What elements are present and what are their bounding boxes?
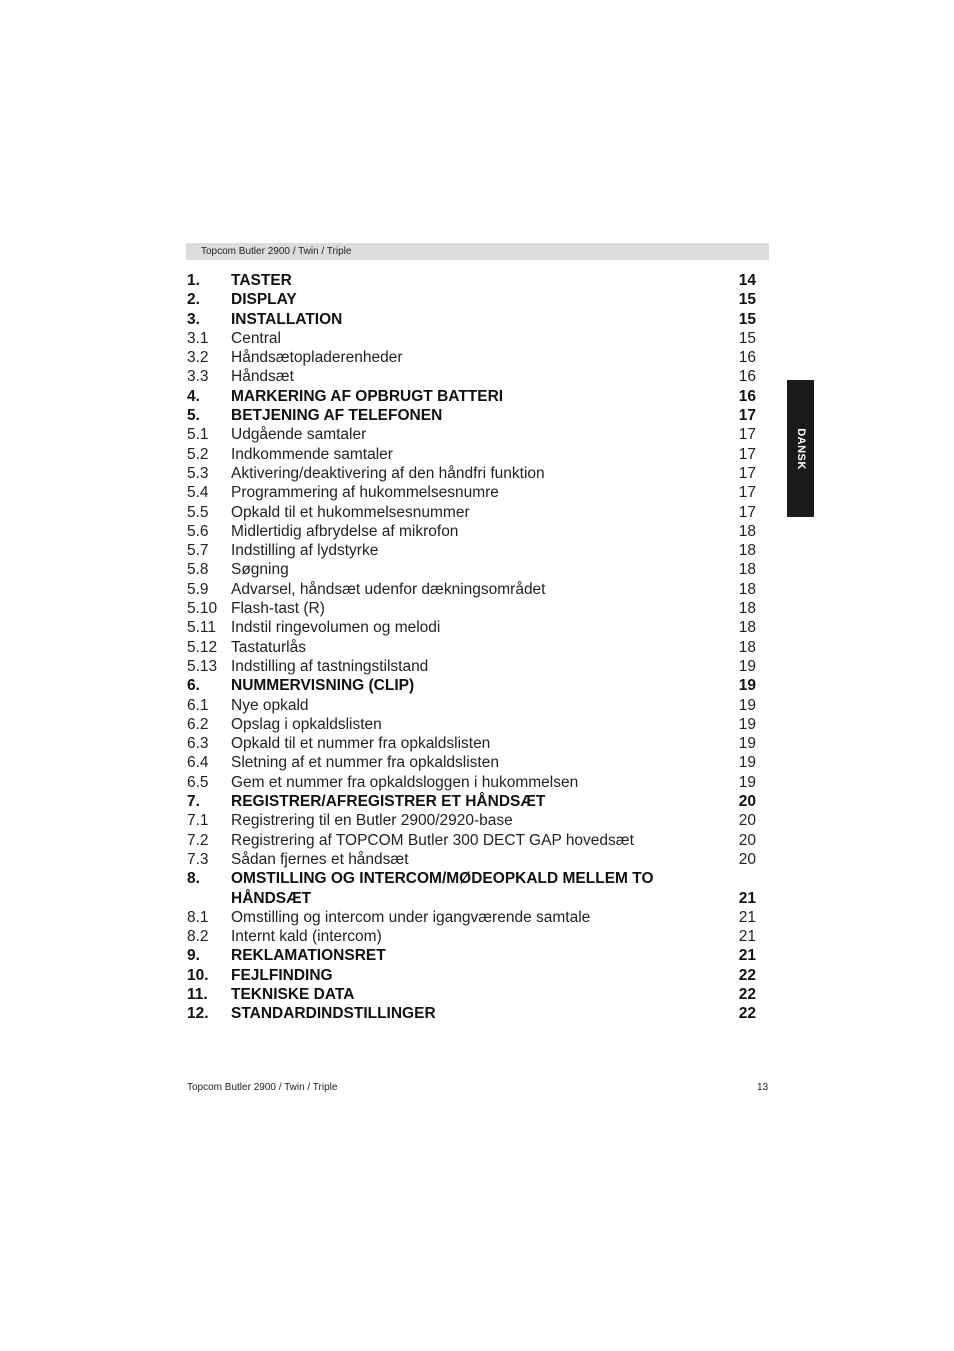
toc-entry [187,348,757,367]
toc-entry-page: 18 [738,542,756,560]
toc-entry [187,985,757,1004]
toc-entry [187,406,757,425]
toc-entry [187,290,757,309]
toc-entry-title: REGISTRER/AFREGISTRER ET HÅNDSÆT [231,793,546,811]
toc-entry-num: 3.3 [187,368,209,386]
toc-entry-page: 15 [738,291,756,309]
toc-entry [187,753,757,772]
toc-entry-page: 20 [738,793,756,811]
toc-entry [187,503,757,522]
toc-entry-title: Omstilling og intercom under igangværende samtale [231,908,591,926]
toc-entry-title: Internt kald (intercom) [231,928,382,946]
toc-entry [187,445,757,464]
toc-entry-num: 5.8 [187,561,209,579]
toc-entry-num: 5.12 [187,638,218,656]
toc-entry-page: 18 [738,619,756,637]
toc-entry-title: Indstilling af tastningstilstand [231,657,429,675]
toc-entry-page: 18 [738,561,756,579]
toc-entry-page: 19 [738,677,756,695]
toc-entry [187,657,757,676]
running-header-text: Topcom Butler 2900 / Twin / Triple [201,246,352,257]
toc-entry [187,792,757,811]
toc-entry [187,483,757,502]
toc-entry-title: Advarsel, håndsæt udenfor dækningsområdet [231,580,546,598]
language-tab [787,380,814,517]
toc-entry-num: 5.5 [187,503,209,521]
toc-entry-title: Søgning [231,561,289,579]
toc-entry [187,773,757,792]
toc-entry-title: Tastaturlås [231,638,306,656]
toc-entry-title: Sletning af et nummer fra opkaldslisten [231,754,499,772]
toc-entry-title: TASTER [231,272,292,289]
toc-entry-page: 19 [738,657,756,675]
toc-entry-page: 16 [738,349,756,367]
toc-entry-page: 17 [738,464,756,482]
toc-entry-num: 5.13 [187,657,218,675]
toc-entry-page: 21 [738,947,756,965]
toc-entry-title: Indstilling af lydstyrke [231,542,379,560]
toc-entry-page: 20 [738,831,756,849]
toc-entry [187,869,757,888]
toc-entry-page: 18 [738,600,756,618]
toc-entry-title: NUMMERVISNING (CLIP) [231,677,415,695]
toc-entry-page: 22 [738,985,756,1003]
toc-entry-page: 14 [738,272,756,289]
toc-entry-num: 1. [187,272,200,289]
toc-entry [187,927,757,946]
toc-entry-title: Central [231,329,281,347]
toc-entry-page: 19 [738,735,756,753]
toc-entry-num: 7.1 [187,812,209,830]
table-of-contents [187,271,757,1024]
toc-entry-title: TEKNISKE DATA [231,985,355,1003]
footer-title: Topcom Butler 2900 / Twin / Triple [187,1082,338,1093]
toc-entry-title: Udgående samtaler [231,426,367,444]
toc-entry [187,618,757,637]
toc-entry [187,946,757,965]
toc-entry [187,367,757,386]
toc-entry-title: Opkald til et hukommelsesnummer [231,503,470,521]
toc-entry [187,831,757,850]
toc-entry-page: 19 [738,754,756,772]
toc-entry [187,811,757,830]
toc-entry [187,889,757,908]
language-tab-label: DANSK [794,427,807,470]
toc-entry-num: 3.2 [187,349,209,367]
toc-entry [187,329,757,348]
toc-entry [187,580,757,599]
toc-entry-num: 6.3 [187,735,209,753]
toc-entry-title: Programmering af hukommelsesnumre [231,484,499,502]
toc-entry [187,715,757,734]
toc-entry-page: 18 [738,638,756,656]
toc-entry-num: 6.4 [187,754,209,772]
toc-entry-page: 17 [738,407,756,425]
toc-entry-page: 15 [738,329,756,347]
toc-entry [187,310,757,329]
toc-entry-title: Gem et nummer fra opkaldsloggen i hukommelsen [231,773,579,791]
toc-entry-page: 19 [738,696,756,714]
toc-entry-page: 19 [738,715,756,733]
toc-entry-num: 7.3 [187,850,209,868]
toc-entry-page: 21 [738,889,756,907]
toc-entry-page: 15 [738,310,756,328]
toc-entry-title: Sådan fjernes et håndsæt [231,850,409,868]
toc-entry-title: HÅNDSÆT [231,889,312,907]
toc-entry [187,850,757,869]
toc-entry-title: Aktivering/deaktivering af den håndfri funktion [231,464,545,482]
toc-entry-num: 5.2 [187,445,209,463]
toc-entry-title: Indkommende samtaler [231,445,393,463]
toc-entry-title: Opkald til et nummer fra opkaldslisten [231,735,491,753]
toc-entry-num: 12. [187,1005,209,1023]
toc-entry-title: MARKERING AF OPBRUGT BATTERI [231,387,504,405]
toc-entry-title: Registrering af TOPCOM Butler 300 DECT GAP hovedsæt [231,831,634,849]
toc-entry-num: 5.4 [187,484,209,502]
toc-entry-page: 16 [738,387,756,405]
toc-entry [187,734,757,753]
toc-entry [187,696,757,715]
toc-entry-num: 5.7 [187,542,209,560]
toc-entry [187,599,757,618]
toc-entry-title: Håndsætopladerenheder [231,349,403,367]
toc-entry-num: 5.11 [187,619,217,637]
toc-entry-num: 6.5 [187,773,209,791]
toc-entry [187,271,757,290]
toc-entry-page: 17 [738,484,756,502]
toc-entry [187,387,757,406]
toc-entry-page: 20 [738,850,756,868]
toc-entry-title: Flash-tast (R) [231,600,325,618]
toc-entry-title: DISPLAY [231,291,297,309]
toc-entry-title: REKLAMATIONSRET [231,947,386,965]
toc-entry-title: BETJENING AF TELEFONEN [231,407,443,425]
toc-entry-num: 6. [187,677,200,695]
toc-entry-num: 11. [187,985,208,1003]
toc-entry-page: 18 [738,580,756,598]
toc-entry-num: 10. [187,966,209,984]
toc-entry [187,638,757,657]
toc-entry-page: 22 [738,966,756,984]
toc-entry-title: FEJLFINDING [231,966,333,984]
toc-entry-title: Håndsæt [231,368,294,386]
toc-entry-page: 21 [738,908,756,926]
toc-entry-num: 3. [187,310,200,328]
toc-entry-page: 17 [738,426,756,444]
toc-entry-page: 20 [738,812,756,830]
toc-entry [187,522,757,541]
footer-page-number: 13 [757,1082,769,1093]
toc-entry-page: 18 [738,522,756,540]
toc-entry-num: 5. [187,407,200,425]
toc-entry-title: OMSTILLING OG INTERCOM/MØDEOPKALD MELLEM TO [231,870,654,888]
toc-entry [187,464,757,483]
toc-entry-num: 5.1 [187,426,209,444]
toc-entry [187,425,757,444]
toc-entry [187,560,757,579]
toc-entry-page: 17 [738,445,756,463]
toc-entry-title: Midlertidig afbrydelse af mikrofon [231,522,459,540]
toc-entry-num: 5.3 [187,464,209,482]
toc-entry-page: 19 [738,773,756,791]
toc-entry-num: 5.9 [187,580,209,598]
toc-entry-title: STANDARDINDSTILLINGER [231,1005,436,1023]
toc-entry-num: 8. [187,870,200,888]
toc-entry-num: 6.1 [187,696,209,714]
toc-entry-page: 16 [738,368,756,386]
toc-entry [187,1004,757,1023]
toc-entry-title: INSTALLATION [231,310,343,328]
toc-entry-page: 21 [738,928,756,946]
toc-entry-num: 2. [187,291,200,309]
toc-entry-title: Indstil ringevolumen og melodi [231,619,441,637]
toc-entry-title: Opslag i opkaldslisten [231,715,382,733]
toc-entry-num: 7.2 [187,831,209,849]
toc-entry-num: 4. [187,387,200,405]
running-header [186,243,769,260]
toc-entry-num: 7. [187,793,200,811]
toc-entry [187,541,757,560]
toc-entry-num: 9. [187,947,200,965]
toc-entry [187,676,757,695]
toc-entry-num: 8.2 [187,928,209,946]
toc-entry [187,908,757,927]
toc-entry [187,966,757,985]
toc-entry-num: 3.1 [187,329,209,347]
toc-entry-num: 8.1 [187,908,209,926]
toc-entry-num: 5.6 [187,522,209,540]
toc-entry-title: Registrering til en Butler 2900/2920-base [231,812,513,830]
toc-entry-num: 5.10 [187,600,218,618]
toc-entry-page: 22 [738,1005,756,1023]
toc-entry-num: 6.2 [187,715,209,733]
toc-entry-page: 17 [738,503,756,521]
toc-entry-title: Nye opkald [231,696,309,714]
